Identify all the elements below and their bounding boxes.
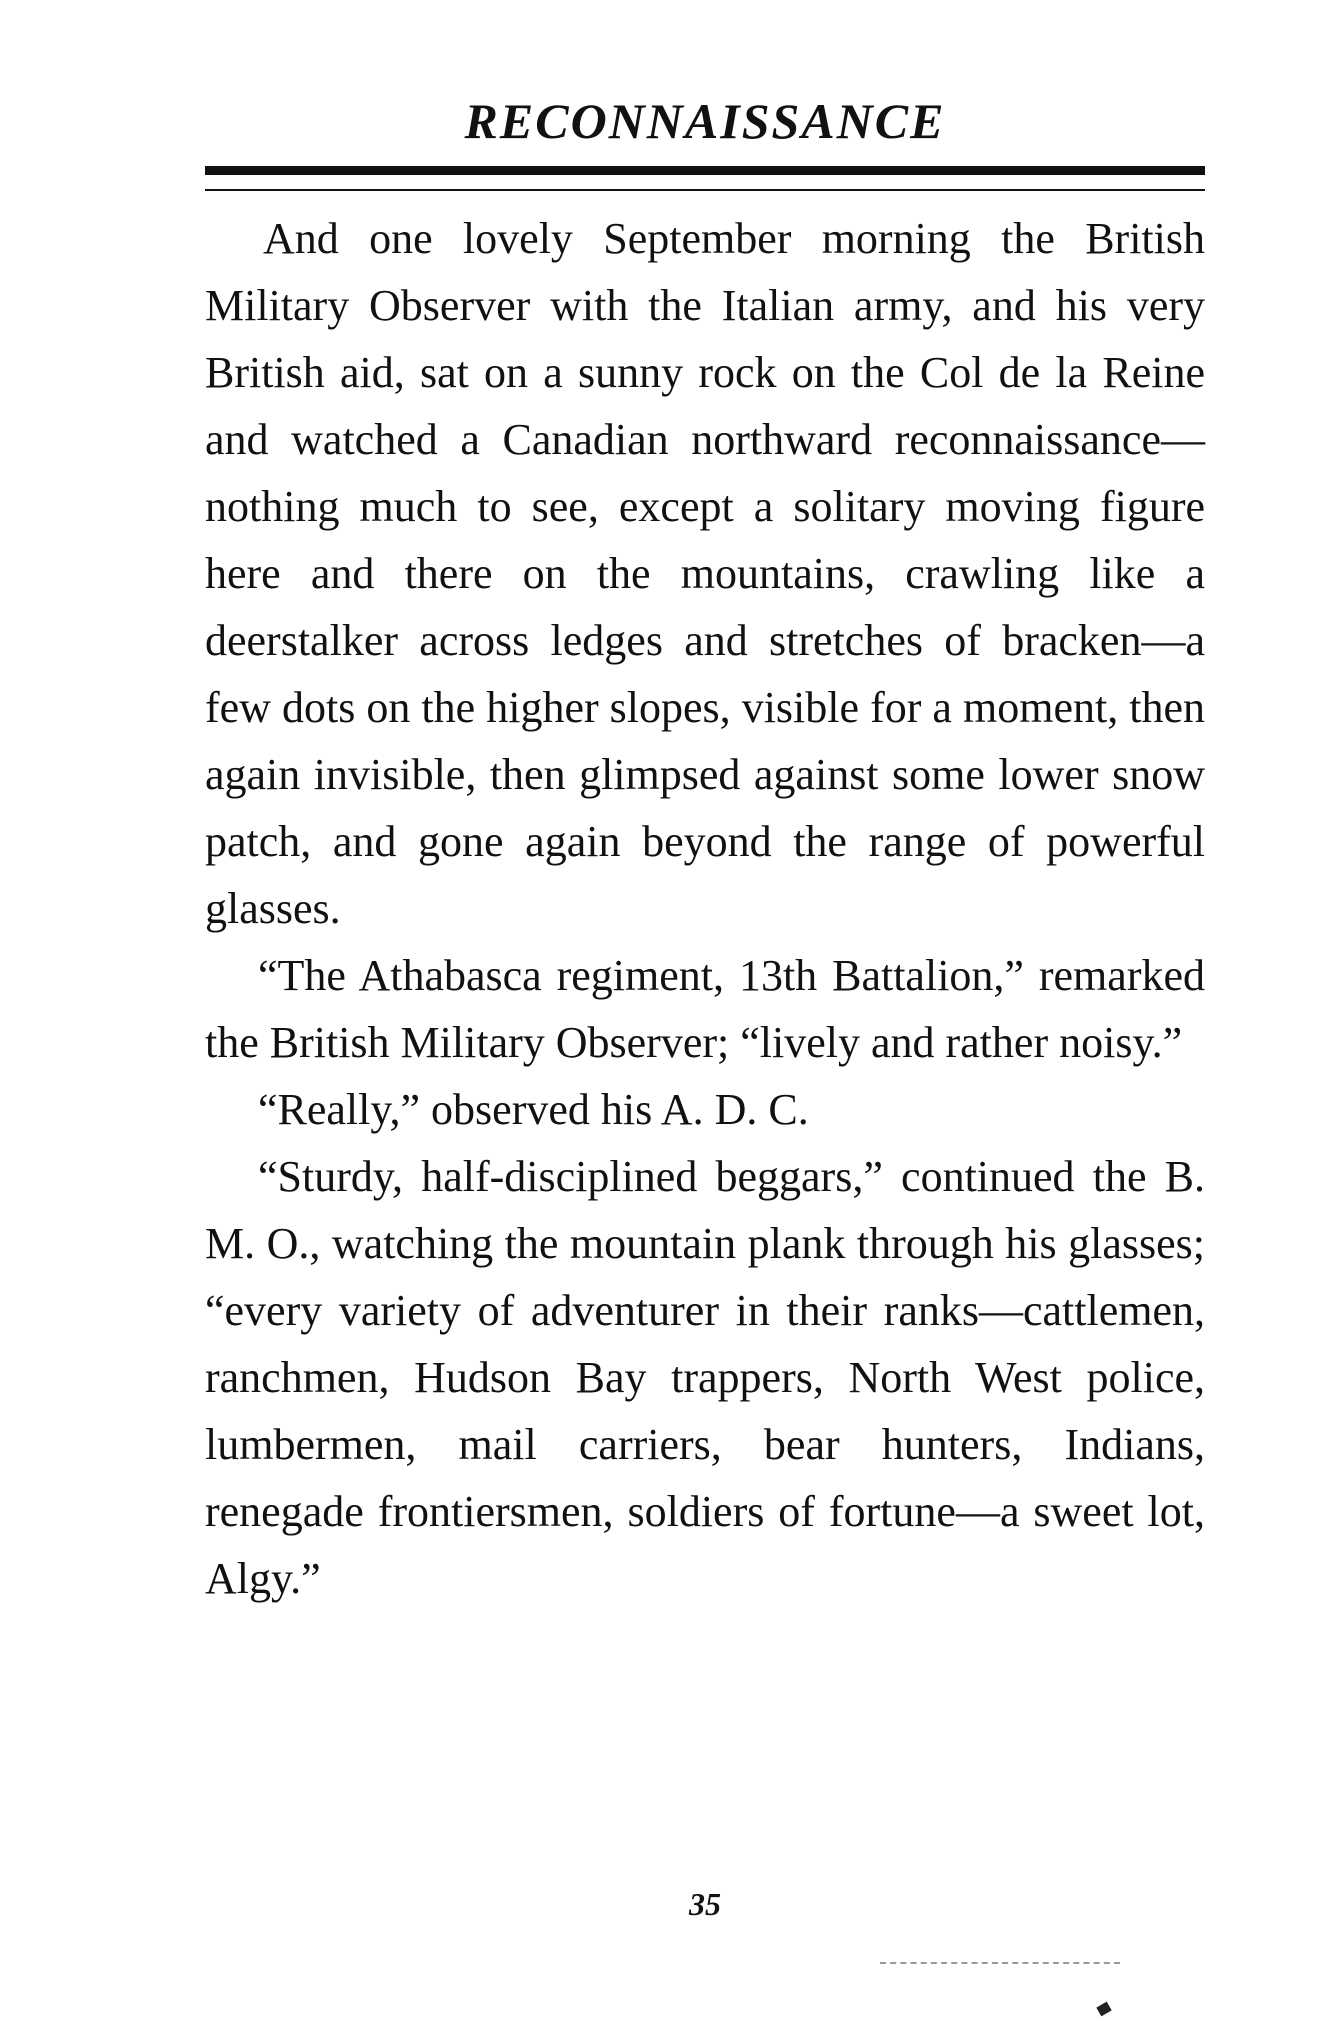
paragraph-athabasca: “The Athabasca regiment, 13th Battalion,” remarked the British Military Observer; “lively and rather noisy.” <box>205 951 1205 1067</box>
running-head: RECONNAISSANCE <box>464 93 946 149</box>
paragraph-sturdy: “Sturdy, half-disciplined beggars,” continued the B. M. O., watching the mountain plank through his glasses; “every variety of adventurer in their ranks—cattlemen, ranchmen, Hudson Bay trappers, North West police, lumbermen, mail carriers, bear hunters, Indians, renegade frontiersmen, soldiers of fortune—a sweet lot, Algy.” <box>205 1152 1205 1603</box>
scan-artifact-line <box>880 1962 1120 1964</box>
paragraph-reconnaissance: And one lovely September morning the British Military Observer with the Italian army, and his very British aid, sat on a sunny rock on the Col de la Reine and watched a Canadian northward reconnaissance—nothing much to see, except a solitary moving figure here and there on the mountains, crawling like a deerstalker across ledges and stretches of bracken—a few dots on the higher slopes, visible for a moment, then again invisible, then glimpsed against some lower snow patch, and gone again beyond the range of powerful glasses. <box>205 214 1205 933</box>
header-rule-thick <box>205 166 1205 175</box>
paragraph-really: “Really,” observed his A. D. C. <box>258 1085 809 1134</box>
scan-artifact-mark <box>1096 2002 1111 2017</box>
body-text <box>205 205 1205 1612</box>
page-number: 35 <box>689 1886 721 1922</box>
header-rule-thin <box>205 189 1205 191</box>
